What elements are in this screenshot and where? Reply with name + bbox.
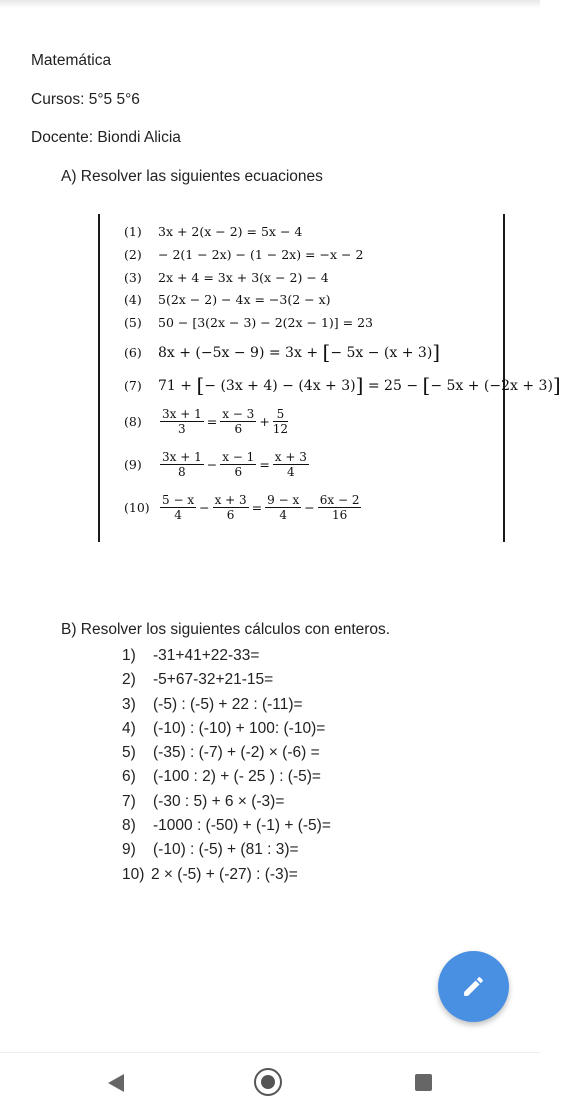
- section-b-title: B) Resolver los siguientes cálculos con enteros.: [61, 621, 391, 638]
- list-item: 9) (-10) : (-5) + (81 : 3)=: [122, 841, 299, 859]
- equation-10: (10) $\frac{5 - x}{4}$ − $\frac{x + 3}{6}$ = $\frac{9 - x}{4}$ − $\frac{6x - 2}{16}$: [124, 493, 360, 522]
- top-shadow: [0, 0, 540, 8]
- list-item: 8) -1000 : (-50) + (-1) + (-5)=: [122, 817, 331, 835]
- docente-line: Docente: Biondi Alicia: [31, 129, 181, 146]
- edit-fab-button[interactable]: [438, 951, 509, 1022]
- equation-9: (9) $\frac{3x + 1}{8}$ − $\frac{x - 1}{6}$ = $\frac{x + 3}{4}$: [124, 450, 307, 479]
- equations-box: [98, 214, 561, 542]
- equation-1: (1) 3x + 2(x − 2) = 5x − 4: [124, 224, 303, 239]
- recents-square-icon[interactable]: [415, 1074, 432, 1091]
- list-item: 2) -5+67-32+21-15=: [122, 671, 274, 689]
- list-item: 6) (-100 : 2) + (- 25 ) : (-5)=: [122, 768, 321, 786]
- subject-title: Matemática: [31, 52, 112, 69]
- list-item: 5) (-35) : (-7) + (-2) × (-6) =: [122, 744, 320, 762]
- system-nav-bar: [0, 1052, 540, 1115]
- back-triangle-icon[interactable]: [106, 1073, 126, 1093]
- section-a-title: A) Resolver las siguientes ecuaciones: [61, 168, 323, 185]
- equation-7: (7) 71 + [− (3x + 4) − (4x + 3)] = 25 − [− 5x + (−2x + 3)]: [124, 373, 561, 397]
- list-item: 7) (-30 : 5) + 6 × (-3)=: [122, 792, 285, 810]
- list-item: 10) 2 × (-5) + (-27) : (-3)=: [122, 865, 298, 883]
- equation-8: (8) $\frac{3x + 1}{3}$ = $\frac{x - 3}{6}$ + $\frac{5}{12}$: [124, 407, 289, 436]
- box-left-border: [98, 214, 100, 542]
- home-circle-icon[interactable]: [254, 1068, 282, 1096]
- equation-4: (4) 5(2x − 2) − 4x = −3(2 − x): [124, 292, 331, 307]
- list-item: 1) -31+41+22-33=: [122, 647, 260, 664]
- equation-2: (2) − 2(1 − 2x) − (1 − 2x) = −x − 2: [124, 247, 364, 262]
- list-item: 3) (-5) : (-5) + 22 : (-11)=: [122, 695, 303, 713]
- calculations-list: [122, 644, 331, 887]
- pencil-icon: [461, 974, 486, 999]
- cursos-line: Cursos: 5°5 5°6: [31, 91, 140, 108]
- equation-3: (3) 2x + 4 = 3x + 3(x − 2) − 4: [124, 270, 329, 285]
- equation-6: (6) 8x + (−5x − 9) = 3x + [− 5x − (x + 3)]: [124, 340, 441, 364]
- equation-5: (5) 50 − [3(2x − 3) − 2(2x − 1)] = 23: [124, 315, 373, 330]
- list-item: 4) (-10) : (-10) + 100: (-10)=: [122, 719, 326, 737]
